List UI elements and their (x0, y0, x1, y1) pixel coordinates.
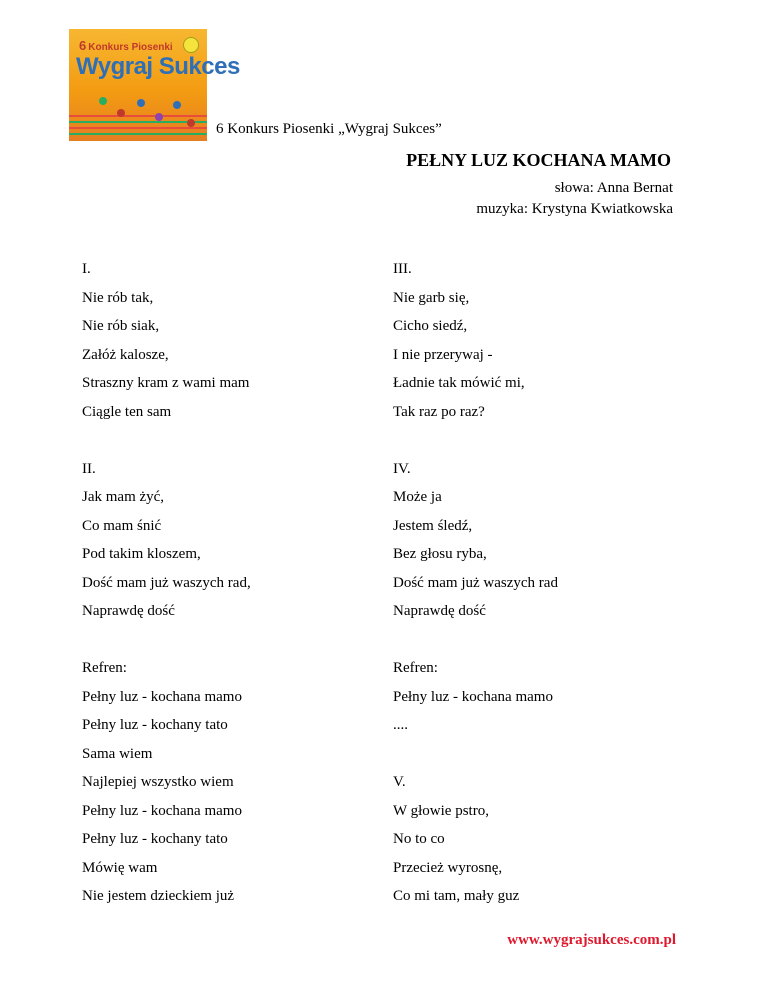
music-note-icon (155, 113, 163, 121)
stanza-gap (393, 740, 558, 769)
logo-subtitle (79, 38, 173, 53)
lyrics-left-column (82, 255, 251, 911)
stanza-gap (82, 426, 251, 455)
stanza-gap (82, 626, 251, 655)
lyric-line: Mówię wam (82, 859, 158, 876)
music-note-icon (99, 97, 107, 105)
lyric-line: I nie przerywaj - (393, 346, 493, 363)
lyric-line: Nie rób tak, (82, 289, 154, 306)
music-note-icon (137, 99, 145, 107)
lyric-line: Jestem śledź, (393, 517, 473, 534)
website-link[interactable]: www.wygrajsukces.com.pl (507, 932, 676, 948)
staff-line (69, 127, 207, 129)
lyric-line: Naprawdę dość (393, 603, 486, 619)
music-note-icon (117, 109, 125, 117)
lyric-line: Straszny kram z wami mam (82, 375, 250, 391)
music-credit: muzyka: Krystyna Kwiatkowska (476, 201, 673, 217)
song-title: PEŁNY LUZ KOCHANA MAMO (406, 150, 671, 170)
lyric-line: Sama wiem (82, 745, 153, 762)
lyric-line: Ciągle ten sam (82, 403, 172, 420)
lyric-line: Nie rób siak, (82, 318, 160, 334)
lyric-line: Nie jestem dzieckiem już (82, 888, 235, 904)
lyric-line: Pełny luz - kochana mamo (393, 688, 553, 705)
lyric-line: Pełny luz - kochany tato (82, 831, 228, 847)
music-note-icon (187, 119, 195, 127)
lyric-line: Ładnie tak mówić mi, (393, 375, 525, 391)
lyric-line: Refren: (393, 660, 438, 676)
lyric-line: Przecież wyrosnę, (393, 859, 503, 876)
logo-number: 6 (79, 38, 87, 53)
lyric-line: II. (82, 460, 96, 477)
lyric-line: W głowie pstro, (393, 802, 489, 819)
lyrics-right-column (393, 255, 558, 911)
lyric-line: Pod takim kloszem, (82, 546, 201, 562)
lyric-line: IV. (393, 460, 411, 477)
lyric-line: Nie garb się, (393, 289, 470, 306)
stanza-gap (393, 626, 558, 655)
lyric-line: Naprawdę dość (82, 603, 175, 619)
lyric-line: .... (393, 717, 408, 733)
music-note-icon (173, 101, 181, 109)
lyric-line: Cicho siedź, (393, 318, 468, 334)
contest-header: 6 Konkurs Piosenki „Wygraj Sukces” (216, 121, 442, 137)
lyric-line: Jak mam żyć, (82, 489, 165, 505)
cd-icon (183, 37, 199, 53)
contest-logo (69, 29, 240, 141)
lyrics-credit: słowa: Anna Bernat (554, 180, 673, 196)
lyric-line: III. (393, 261, 412, 277)
lyric-line: Załóż kalosze, (82, 346, 169, 363)
staff-line (69, 133, 207, 135)
lyric-line: Pełny luz - kochana mamo (82, 802, 242, 819)
lyric-line: Pełny luz - kochany tato (82, 717, 228, 733)
logo-subtitle-text: Konkurs Piosenki (88, 42, 173, 53)
lyric-line: Refren: (82, 660, 127, 676)
lyric-line: V. (393, 774, 406, 790)
lyric-line: Co mi tam, mały guz (393, 888, 520, 904)
lyric-line: Najlepiej wszystko wiem (82, 774, 234, 790)
stanza-gap (393, 426, 558, 455)
lyric-line: Pełny luz - kochana mamo (82, 688, 242, 705)
lyric-line: No to co (393, 831, 445, 847)
lyric-line: Może ja (393, 489, 442, 505)
lyric-line: Dość mam już waszych rad (393, 574, 558, 591)
logo-title: Wygraj Sukces (76, 53, 240, 80)
lyric-line: Dość mam już waszych rad, (82, 574, 251, 591)
lyric-line: Co mam śnić (82, 517, 162, 534)
staff-line (69, 115, 207, 117)
lyric-line: Tak raz po raz? (393, 403, 485, 420)
lyric-line: Bez głosu ryba, (393, 546, 487, 562)
lyric-line: I. (82, 261, 91, 277)
